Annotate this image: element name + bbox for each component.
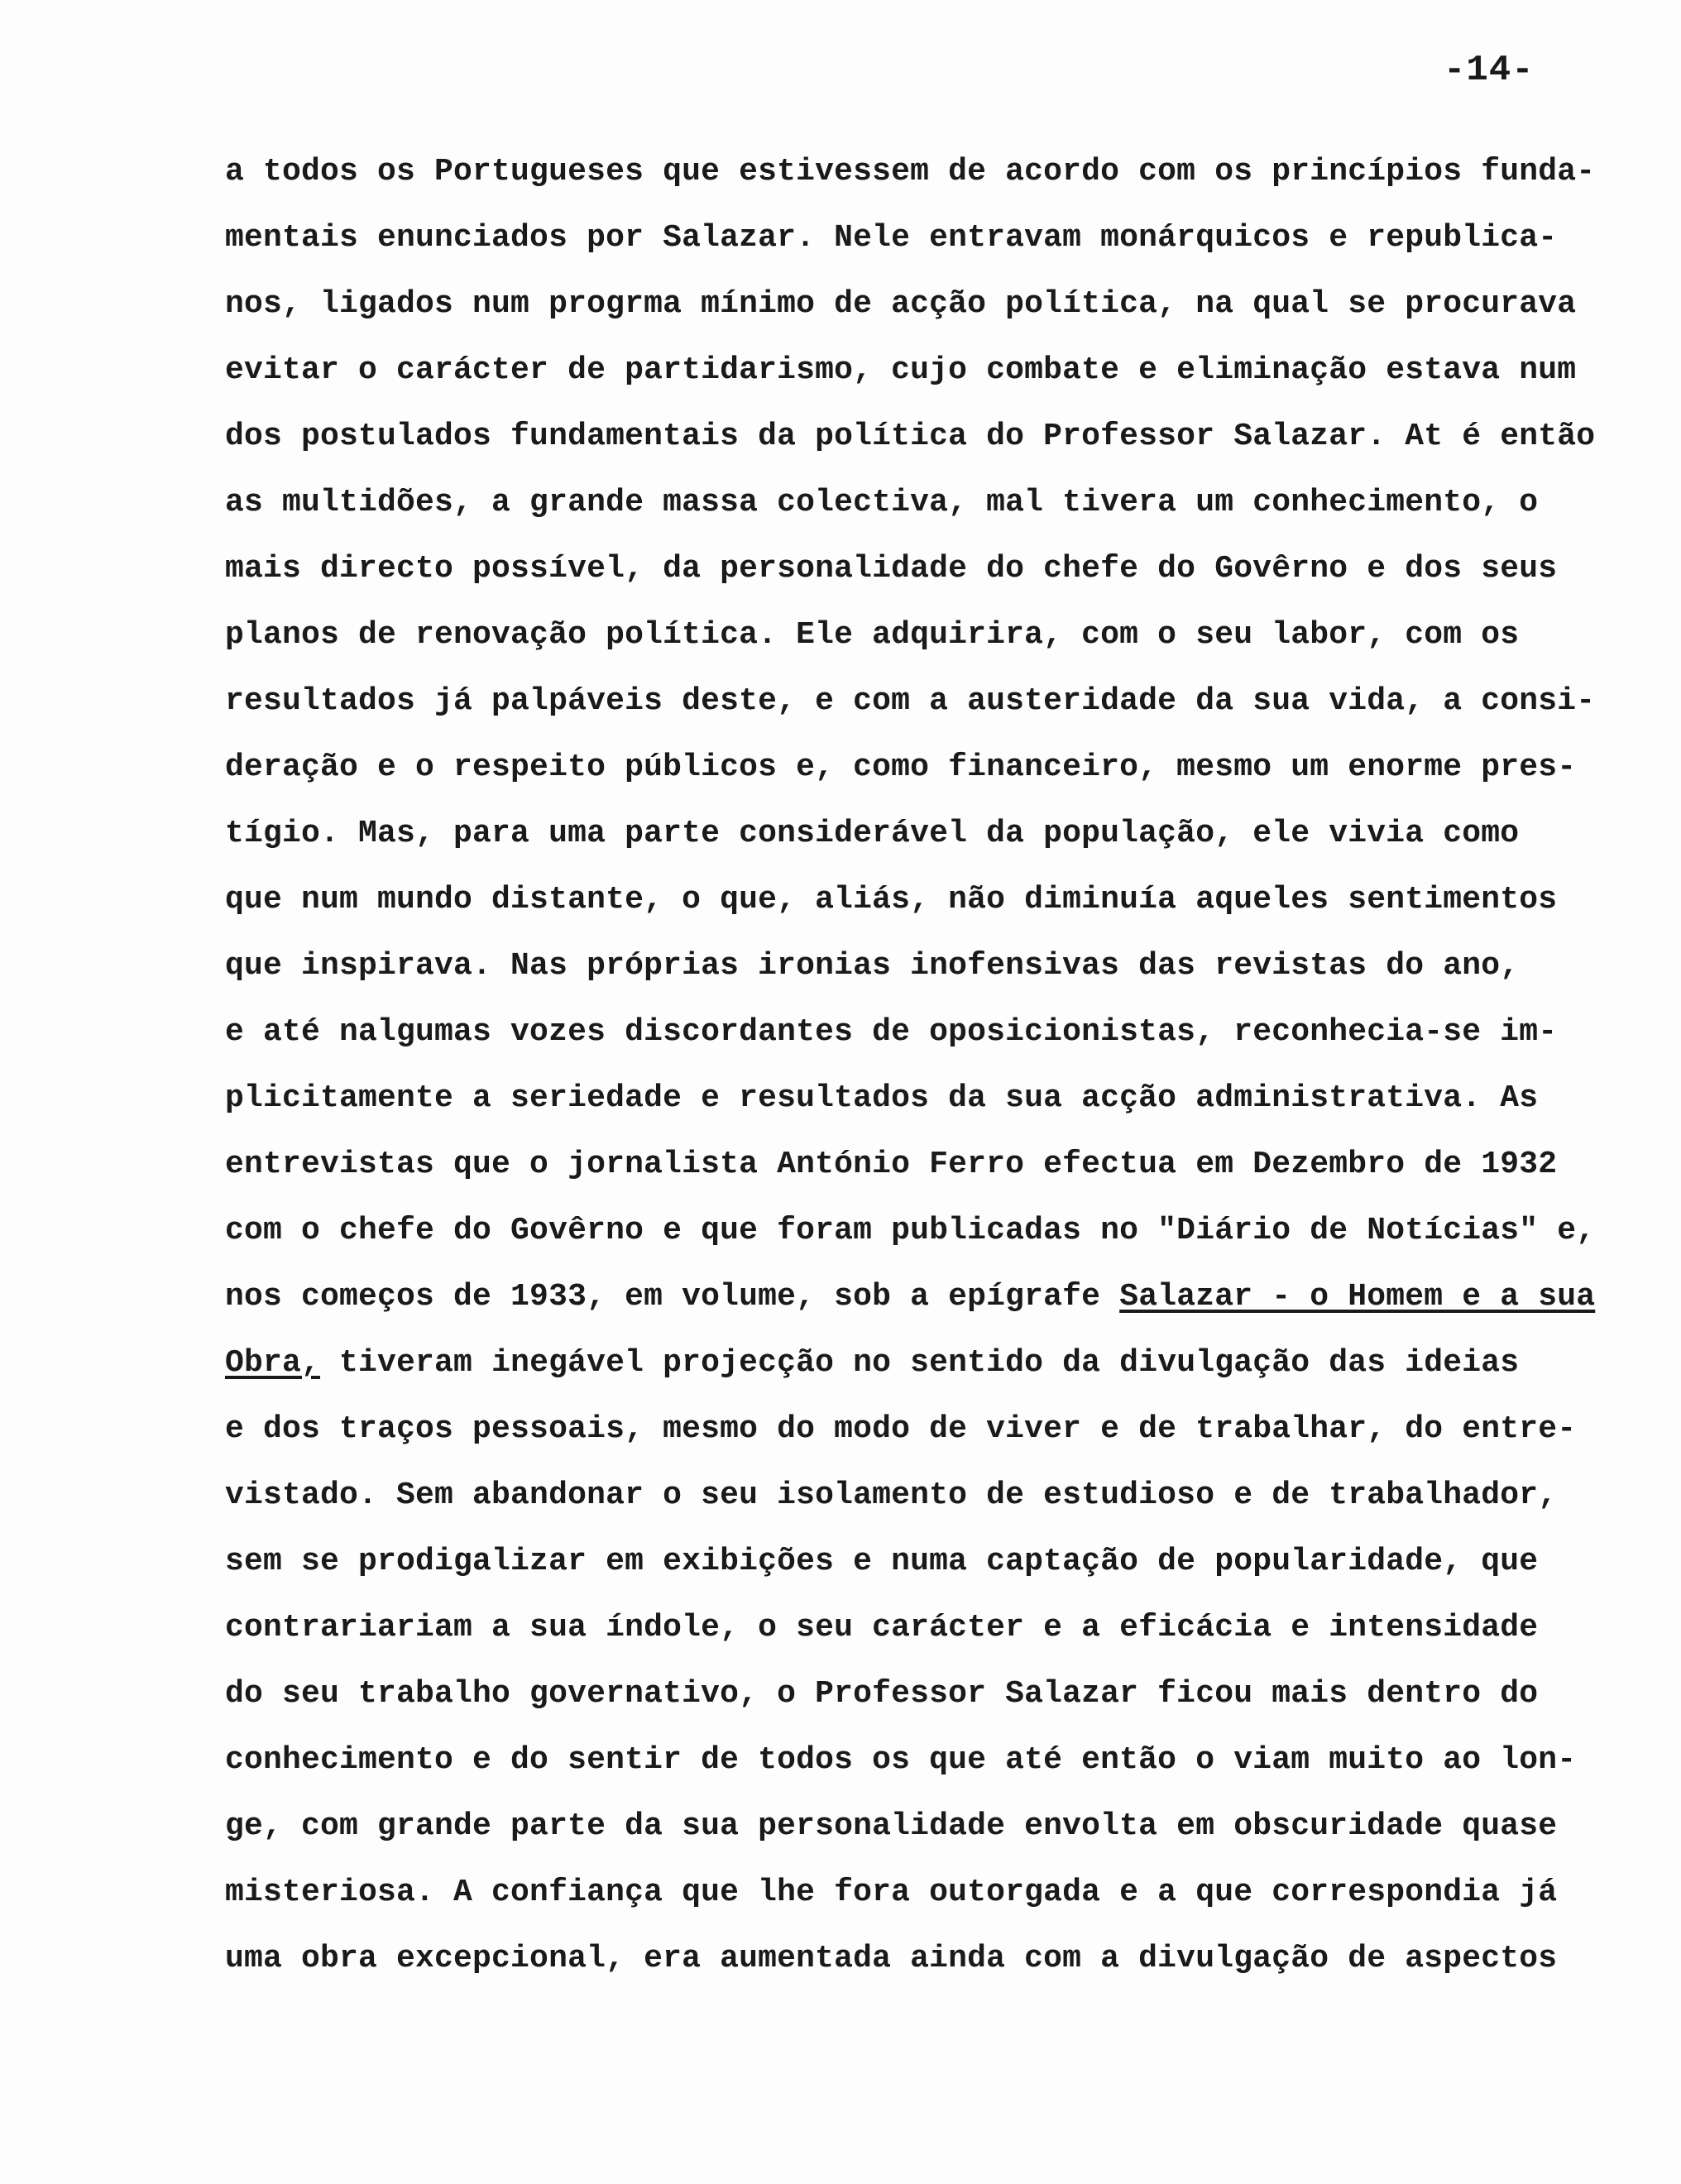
text-line: a todos os Portugueses que estivessem de acordo com os princípios funda- xyxy=(225,154,1596,189)
text-line: que num mundo distante, o que, aliás, não diminuía aqueles sentimentos xyxy=(225,882,1558,917)
text-line: uma obra excepcional, era aumentada ainda com a divulgação de aspectos xyxy=(225,1941,1558,1976)
text-line: contrariariam a sua índole, o seu carácter e a eficácia e intensidade xyxy=(225,1610,1539,1645)
text-line: conhecimento e do sentir de todos os que até então o viam muito ao lon- xyxy=(225,1742,1577,1778)
text-line: entrevistas que o jornalista António Ferro efectua em Dezembro de 1932 xyxy=(225,1147,1558,1182)
text-line: tígio. Mas, para uma parte considerável da população, ele vivia como xyxy=(225,816,1520,851)
text-line: nos, ligados num progrma mínimo de acção política, na qual se procurava xyxy=(225,286,1577,322)
book-title-underlined: Salazar - o Homem e a sua xyxy=(1119,1279,1596,1315)
text-line: e até nalgumas vozes discordantes de oposicionistas, reconhecia-se im- xyxy=(225,1014,1558,1050)
text-line: ge, com grande parte da sua personalidade envolta em obscuridade quase xyxy=(225,1808,1558,1844)
text-line: dos postulados fundamentais da política do Professor Salazar. At é então xyxy=(225,419,1596,454)
text-line: misteriosa. A confiança que lhe fora outorgada e a que correspondia já xyxy=(225,1875,1558,1910)
text-line: plicitamente a seriedade e resultados da sua acção administrativa. As xyxy=(225,1080,1539,1116)
text-segment: nos começos de 1933, em volume, sob a epígrafe xyxy=(225,1279,1120,1315)
text-line: deração e o respeito públicos e, como financeiro, mesmo um enorme pres- xyxy=(225,750,1577,785)
body-text xyxy=(225,139,1648,1992)
text-line: planos de renovação política. Ele adquirira, com o seu labor, com os xyxy=(225,617,1520,653)
text-line-with-title xyxy=(225,1264,1648,1330)
text-line-with-title xyxy=(225,1330,1648,1396)
text-line: sem se prodigalizar em exibições e numa captação de popularidade, que xyxy=(225,1544,1539,1579)
text-line: as multidões, a grande massa colectiva, mal tivera um conhecimento, o xyxy=(225,485,1539,520)
text-line: que inspirava. Nas próprias ironias inofensivas das revistas do ano, xyxy=(225,948,1520,984)
text-line: do seu trabalho governativo, o Professor Salazar ficou mais dentro do xyxy=(225,1676,1539,1712)
text-line: vistado. Sem abandonar o seu isolamento de estudioso e de trabalhador, xyxy=(225,1478,1558,1513)
text-segment: tiveram inegável projecção no sentido da divulgação das ideias xyxy=(320,1345,1520,1381)
page-number: -14- xyxy=(1444,50,1535,91)
text-line: mentais enunciados por Salazar. Nele entravam monárquicos e republica- xyxy=(225,220,1558,256)
text-line: com o chefe do Govêrno e que foram publicadas no "Diário de Notícias" e, xyxy=(225,1213,1596,1248)
text-line: resultados já palpáveis deste, e com a austeridade da sua vida, a consi- xyxy=(225,683,1596,719)
book-title-underlined: Obra, xyxy=(225,1345,321,1381)
text-line: evitar o carácter de partidarismo, cujo combate e eliminação estava num xyxy=(225,352,1577,388)
text-line: e dos traços pessoais, mesmo do modo de viver e de trabalhar, do entre- xyxy=(225,1411,1577,1447)
text-line: mais directo possível, da personalidade do chefe do Govêrno e dos seus xyxy=(225,551,1558,587)
